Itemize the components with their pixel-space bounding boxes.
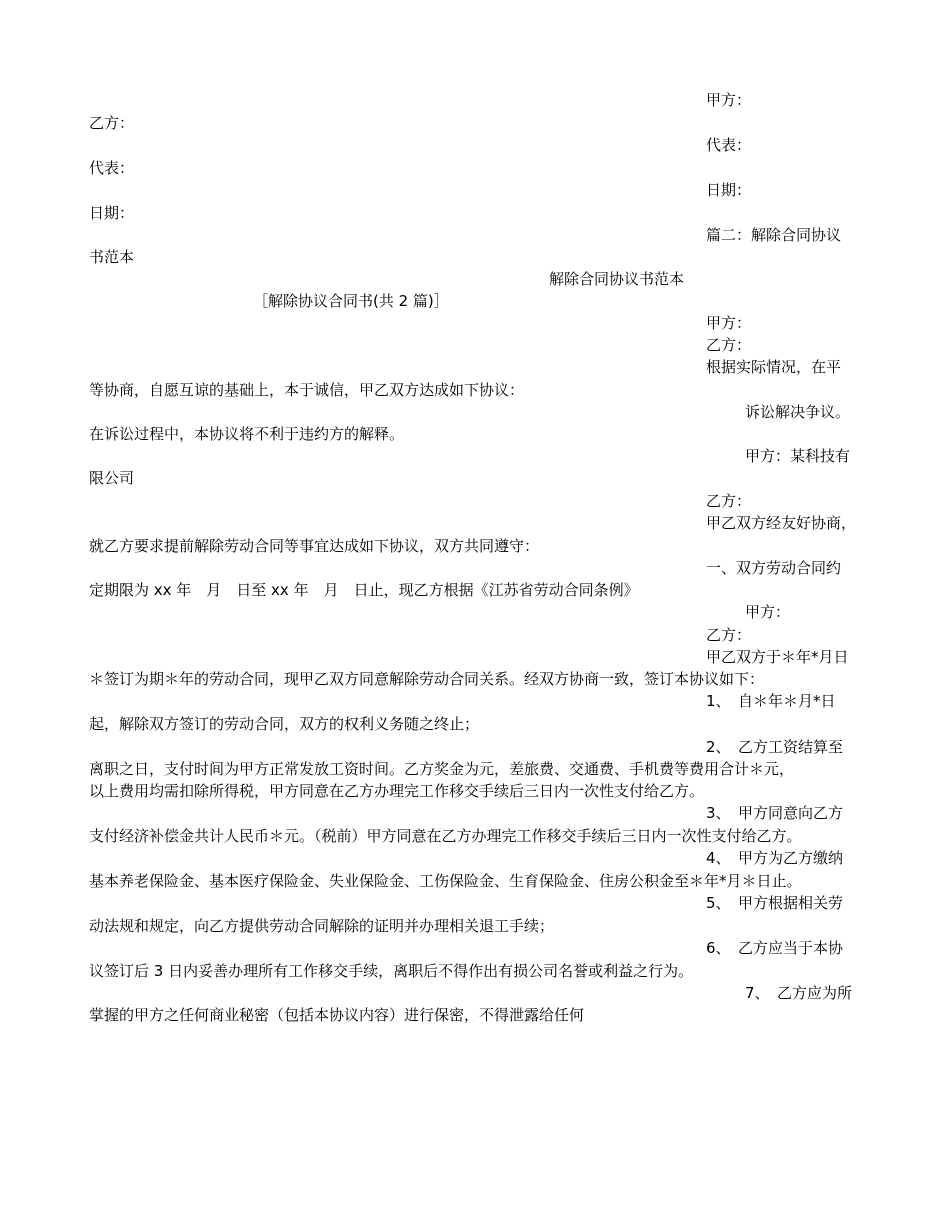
- text-line: 等协商，自愿互谅的基础上，本于诚信，甲乙双方达成如下协议：: [89, 381, 525, 399]
- text-line: ［解除协议合同书(共 2 篇)］: [253, 292, 449, 310]
- text-line: 动法规和规定，向乙方提供劳动合同解除的证明并办理相关退工手续；: [89, 917, 555, 935]
- text-line: 6、 乙方应当于本协: [706, 939, 844, 957]
- text-line: 甲乙双方于＊年*月日: [706, 648, 849, 666]
- text-line: 一、双方劳动合同约: [706, 559, 842, 577]
- text-line: 代表：: [706, 136, 752, 154]
- text-line: 解除合同协议书范本: [549, 270, 685, 288]
- text-line: 乙方：: [706, 336, 752, 354]
- text-line: 基本养老保险金、基本医疗保险金、失业保险金、工伤保险金、生育保险金、住房公积金至＊年*月＊日止。: [89, 872, 802, 890]
- text-line: 代表：: [89, 159, 135, 177]
- text-line: 3、 甲方同意向乙方: [706, 804, 844, 822]
- text-line: 乙方：: [706, 492, 752, 510]
- text-line: 诉讼解决争议。: [745, 403, 851, 421]
- text-line: 支付经济补偿金共计人民币＊元。（税前）甲方同意在乙方办理完工作移交手续后三日内一次性支付给乙方。: [89, 827, 802, 845]
- text-line: 7、 乙方应为所: [745, 984, 853, 1002]
- text-line: 掌握的甲方之任何商业秘密（包括本协议内容）进行保密，不得泄露给任何: [89, 1006, 585, 1024]
- text-line: 甲方：: [706, 314, 752, 332]
- text-line: 甲方：某科技有: [745, 447, 851, 465]
- text-line: ＊签订为期＊年的劳动合同，现甲乙双方同意解除劳动合同关系。经双方协商一致，签订本协议如下：: [89, 670, 765, 688]
- text-line: 书范本: [89, 248, 135, 266]
- text-line: 以上费用均需扣除所得税，甲方同意在乙方办理完工作移交手续后三日内一次性支付给乙方。: [89, 782, 705, 800]
- text-line: 在诉讼过程中，本协议将不利于违约方的解释。: [89, 425, 405, 443]
- text-line: 2、 乙方工资结算至: [706, 738, 844, 756]
- text-line: 离职之日，支付时间为甲方正常发放工资时间。乙方奖金为元，差旅费、交通费、手机费等费用合计＊元，: [89, 760, 795, 778]
- text-line: 甲乙双方经友好协商，: [706, 514, 857, 532]
- text-line: 就乙方要求提前解除劳动合同等事宜达成如下协议，双方共同遵守：: [89, 537, 540, 555]
- text-line: 1、 自＊年＊月*日: [706, 692, 836, 710]
- text-line: 4、 甲方为乙方缴纳: [706, 849, 844, 867]
- text-line: 乙方：: [706, 626, 752, 644]
- text-line: 甲方：: [706, 91, 752, 109]
- text-line: 乙方：: [89, 114, 135, 132]
- text-line: 甲方：: [745, 603, 791, 621]
- text-line: 根据实际情况，在平: [706, 358, 842, 376]
- text-line: 日期：: [89, 204, 135, 222]
- text-line: 5、 甲方根据相关劳: [706, 894, 844, 912]
- text-line: 日期：: [706, 181, 752, 199]
- text-line: 篇二：解除合同协议: [706, 226, 842, 244]
- text-line: 限公司: [89, 469, 135, 487]
- text-line: 起，解除双方签订的劳动合同，双方的权利义务随之终止；: [89, 715, 480, 733]
- text-line: 定期限为 xx 年 月 日至 xx 年 月 日止，现乙方根据《江苏省劳动合同条例》: [89, 581, 639, 599]
- text-line: 议签订后 3 日内妥善办理所有工作移交手续，离职后不得作出有损公司名誉或利益之行为。: [89, 962, 694, 980]
